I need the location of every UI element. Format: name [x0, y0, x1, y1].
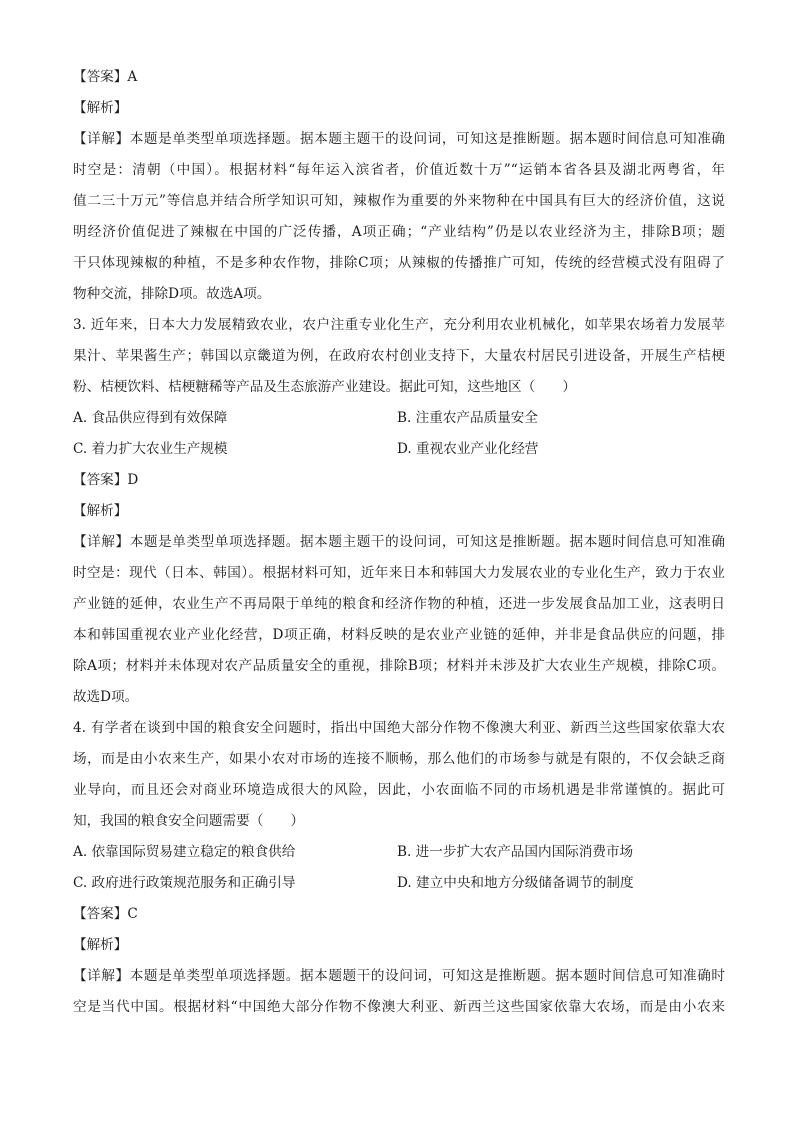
- q3-analysis-label: 【解析】: [73, 503, 128, 519]
- q2-answer: 【答案】A: [73, 69, 138, 85]
- q3-options-row-1: [73, 403, 725, 434]
- q3-stem: [73, 310, 725, 403]
- q3-stem-line: 3. 近年来，日本大力发展精致农业，农户注重专业化生产，充分利用农业机械化，如苹果农场着力发展苹: [73, 317, 725, 333]
- q3-detail-line: 本和韩国重视农业产业化经营，D项正确，材料反映的是农业产业链的延伸，并非是食品供应的问题，排: [73, 627, 725, 643]
- q2-detail-line: 【详解】本题是单类型单项选择题。据本题主题干的设问词，可知这是推断题。据本题时间信息可知准确: [73, 131, 725, 147]
- q3-stem-line: 粉、桔梗饮料、桔梗糖稀等产品及生态旅游产业建设。据此可知，这些地区（ ）: [73, 379, 576, 395]
- q2-detail-line: 值二三十万元”等信息并结合所学知识可知，辣椒作为重要的外来物种在中国具有巨大的经济价值，这说: [73, 193, 725, 209]
- q2-detail-line: 干只体现辣椒的种植，不是多种农作物，排除C项；从辣椒的传播推广可知，传统的经营模式没有阻碍了: [73, 255, 725, 271]
- q4-stem-line: 场，而是由小农来生产，如果小农对市场的连接不顺畅，那么他们的市场参与就是有限的，不仅会缺乏商: [73, 751, 725, 767]
- q3-options-row-2: [73, 434, 725, 465]
- q3-detail-line: 【详解】本题是单类型单项选择题。据本题主题干的设问词，可知这是推断题。据本题时间信息可知准确: [73, 534, 725, 550]
- q4-detail-line: 【详解】本题是单类型单项选择题。据本题题干的设问词，可知这是推断题。据本题时间信息可知准确时: [73, 968, 725, 984]
- q3-option-a: A. 食品供应得到有效保障: [73, 410, 228, 426]
- q4-options-row-1: [73, 837, 725, 868]
- q4-stem-line: 业导向，而且还会对商业环境造成很大的风险，因此，小农面临不同的市场机遇是非常谨慎的。据此可: [73, 782, 725, 798]
- q4-analysis-label: 【解析】: [73, 937, 128, 953]
- q3-detail-line: 产业链的延伸，农业生产不再局限于单纯的粮食和经济作物的种植，还进一步发展食品加工业，这表明日: [73, 596, 725, 612]
- q4-option-a: A. 依靠国际贸易建立稳定的粮食供给: [73, 844, 296, 860]
- q3-option-d: D. 重视农业产业化经营: [397, 441, 539, 457]
- q3-option-c: C. 着力扩大农业生产规模: [73, 441, 228, 457]
- q3-detail: [73, 527, 725, 713]
- q2-detail: [73, 124, 725, 310]
- q4-stem-line: 4. 有学者在谈到中国的粮食安全问题时，指出中国绝大部分作物不像澳大利亚、新西兰这些国家依靠大农: [73, 720, 725, 736]
- q2-detail-line: 物种交流，排除D项。故选A项。: [73, 286, 271, 302]
- q4-answer: 【答案】C: [73, 906, 138, 922]
- q4-option-c: C. 政府进行政策规范服务和正确引导: [73, 875, 296, 891]
- document-page: [73, 62, 725, 1023]
- q2-detail-line: 明经济价值促进了辣椒在中国的广泛传播，A项正确；“产业结构”仍是以农业经济为主，排除B项；题: [73, 224, 725, 240]
- q3-detail-line: 故选D项。: [73, 689, 139, 705]
- q2-analysis-label: 【解析】: [73, 100, 128, 116]
- q3-detail-line: 除A项；材料并未体现对农产品质量安全的重视，排除B项；材料并未涉及扩大农业生产规模，排除C项。: [73, 658, 725, 674]
- q3-answer: 【答案】D: [73, 472, 139, 488]
- q4-option-b: B. 进一步扩大农产品国内国际消费市场: [397, 844, 634, 860]
- q4-detail-line: 空是当代中国。根据材料“中国绝大部分作物不像澳大利亚、新西兰这些国家依靠大农场，而是由小农来: [73, 999, 725, 1015]
- q3-option-b: B. 注重农产品质量安全: [397, 410, 538, 426]
- q4-detail: [73, 961, 725, 1023]
- q3-detail-line: 时空是：现代（日本、韩国）。根据材料可知，近年来日本和韩国大力发展农业的专业化生产，致力于农业: [73, 565, 725, 581]
- q3-stem-line: 果汁、苹果酱生产；韩国以京畿道为例，在政府农村创业支持下，大量农村居民引进设备，开展生产桔梗: [73, 348, 725, 364]
- q4-options-row-2: [73, 868, 725, 899]
- q4-stem-line: 知，我国的粮食安全问题需要（ ）: [73, 813, 305, 829]
- q4-stem: [73, 713, 725, 837]
- q4-option-d: D. 建立中央和地方分级储备调节的制度: [397, 875, 634, 891]
- q2-detail-line: 时空是：清朝（中国）。根据材料“每年运入滨省者，价值近数十万”“运销本省各县及湖北两粤省，年: [73, 162, 725, 178]
